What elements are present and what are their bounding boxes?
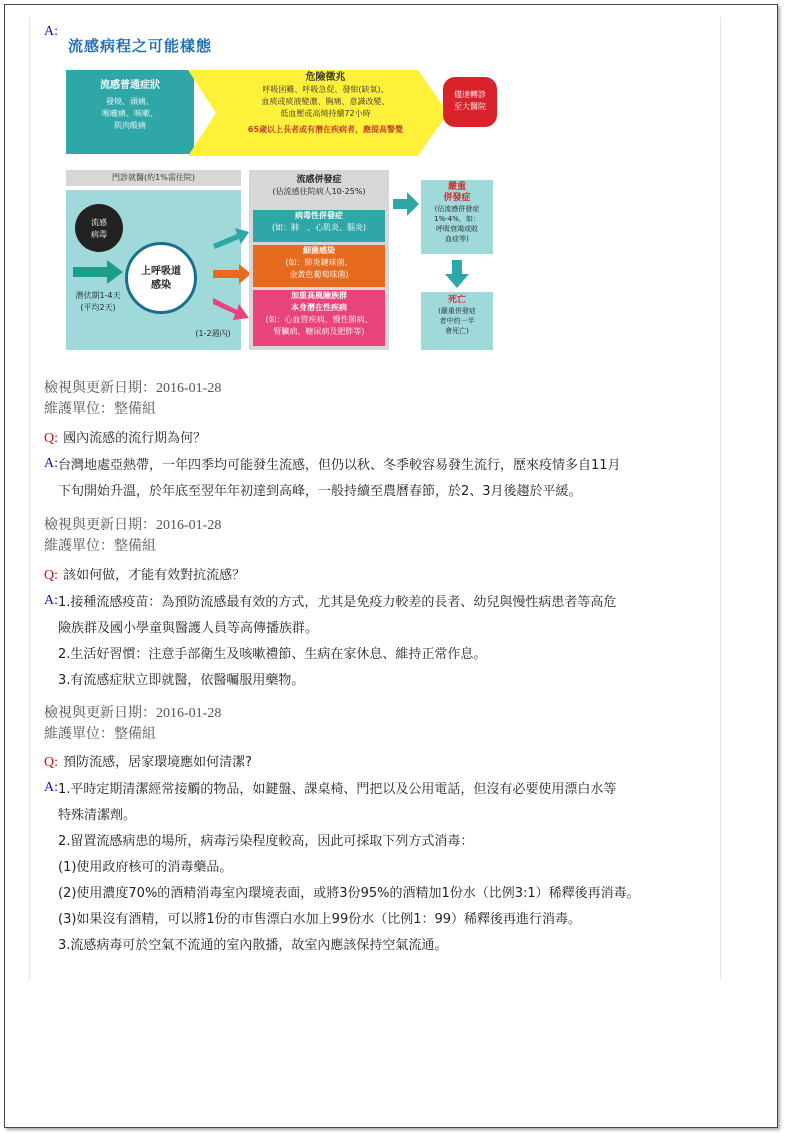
- virus-label: 病毒: [91, 230, 107, 239]
- answer-line: 台灣地處亞熱帶，一年四季均可能發生流感，但仍以秋、冬季較容易發生流行，歷來疫情多自11月: [58, 458, 621, 473]
- severe-line: 嚴重: [447, 182, 466, 192]
- danger-signs-box: [218, 72, 433, 152]
- answer-line: 2.生活好習慣：注意手部衛生及咳嗽禮節、生病在家休息、維持正常作息。: [58, 647, 487, 662]
- complication-title-line: 流感併發症: [296, 175, 342, 185]
- complication-title-line: (佔流感住院病人10-25%): [272, 187, 366, 196]
- death-box: [421, 292, 493, 350]
- maintenance-unit: 維護單位：整備組: [44, 539, 156, 554]
- answer-line: 3.流感病毒可於空氣不流通的室內散播，故室內應該保持空氣流通。: [58, 938, 448, 953]
- answer-line: (3)如果沒有酒精，可以將1份的市售漂白水加上99份水（比例1：99）稀釋後再進行消毒。: [58, 912, 582, 927]
- death-line: 死亡: [447, 295, 466, 305]
- answer-line: 1.接種流感疫苗：為預防流感最有效的方式，尤其是免疫力較差的長者、幼兒與慢性病患者等高危: [58, 595, 617, 610]
- question-text: 該如何做，才能有效對抗流感？: [63, 568, 246, 583]
- severe-line: 呼吸衰竭或敗: [436, 225, 478, 233]
- answer-1: [58, 453, 621, 505]
- question-1: [44, 427, 206, 447]
- answer-marker: A:: [44, 456, 58, 471]
- common-symptom-line: 發燒、頭痛、: [106, 97, 154, 106]
- maintenance-unit: 維護單位：整備組: [44, 402, 156, 417]
- high-risk-line: 加重高風險族群: [291, 291, 347, 300]
- high-risk-line: 腎臟病、糖尿病及肥胖等): [273, 327, 365, 336]
- question-marker: Q:: [44, 755, 58, 770]
- incubation-line: (平均2天): [80, 303, 116, 312]
- danger-line: 呼吸困難、呼吸急促、發紺(缺氧)、: [262, 85, 389, 94]
- danger-title: 危險徵兆: [305, 72, 346, 83]
- question-text: 預防流感，居家環境應如何清潔?: [63, 755, 252, 770]
- common-symptoms-box: [66, 70, 194, 154]
- complication-title: [251, 174, 387, 208]
- duration-label: (1-2週內): [195, 329, 231, 338]
- question-marker: Q:: [44, 431, 58, 446]
- severe-line: 併發症: [443, 193, 471, 203]
- viral-line: (如：肺 、心肌炎、腦炎): [271, 223, 367, 232]
- viral-complication-box: [253, 210, 385, 242]
- death-line: 會死亡): [445, 327, 469, 335]
- answer-marker: A:: [44, 780, 58, 795]
- update-date: 檢視與更新日期：2016-01-28: [44, 518, 222, 533]
- answer-2: [58, 590, 616, 694]
- uri-line: 感染: [151, 280, 171, 291]
- danger-line: 低血壓或高燒持續72小時: [280, 109, 371, 118]
- severe-line: (佔流感併發症: [434, 205, 480, 213]
- update-date: 檢視與更新日期：2016-01-28: [44, 706, 222, 721]
- common-symptom-line: 肌肉酸痛: [114, 121, 146, 130]
- common-symptoms-title: 流感普通症狀: [100, 80, 160, 91]
- death-line: (嚴重併發症: [438, 307, 476, 315]
- right-arrow-icon: [73, 260, 123, 284]
- answer-line: 2.留置流感病患的場所，病毒污染程度較高，因此可採取下列方式消毒：: [58, 834, 474, 849]
- answer-line: 1.平時定期清潔經常接觸的物品，如鍵盤、課桌椅、門把以及公用電話，但沒有必要使用漂白水等: [58, 782, 617, 797]
- virus-icon: [75, 204, 123, 252]
- infographic-title: 流感病程之可能樣態: [68, 37, 213, 55]
- severe-line: 1%-4%，如：: [434, 215, 480, 223]
- down-arrow-icon: [445, 260, 469, 288]
- virus-label: 流感: [91, 218, 107, 227]
- answer-line: 3.有流感症狀立即就醫，依醫囑服用藥物。: [58, 673, 305, 688]
- outpatient-title: 門診就醫(約1%需住院): [66, 170, 241, 186]
- answer-line: (1)使用政府核可的消毒藥品。: [58, 860, 233, 875]
- referral-bubble: [443, 77, 497, 127]
- uri-circle: [125, 242, 197, 314]
- question-2: [44, 564, 245, 584]
- bacterial-line: 金黃色葡萄球菌): [289, 270, 349, 279]
- high-risk-line: 本身潛在性疾病: [291, 303, 347, 312]
- referral-line: 至大醫院: [454, 102, 486, 111]
- high-risk-box: [253, 290, 385, 346]
- bacterial-line: (如：肺炎鏈球菌、: [285, 258, 353, 267]
- right-arrow-icon: [393, 192, 419, 216]
- severe-line: 血症等): [445, 235, 469, 243]
- answer-marker: A:: [44, 593, 58, 608]
- answer-3: [58, 777, 640, 959]
- bacterial-line: 細菌感染: [303, 246, 335, 255]
- uri-line: 上呼吸道: [141, 266, 181, 277]
- question-3: [44, 751, 252, 771]
- common-symptom-line: 喉嚨痛、咳嗽、: [102, 109, 158, 118]
- update-date: 檢視與更新日期：2016-01-28: [44, 381, 222, 396]
- incubation-line: 潛伏期1-4天: [75, 291, 121, 300]
- referral-line: 儘速轉診: [454, 90, 486, 99]
- severe-complication-box: [421, 180, 493, 254]
- danger-line: 血痰或痰液變濃、胸痛、意識改變、: [261, 97, 390, 106]
- bacterial-box: [253, 245, 385, 287]
- branch-arrows-icon: [213, 222, 253, 332]
- answer-line: 特殊清潔劑。: [58, 808, 137, 823]
- viral-line: 病毒性併發症: [295, 211, 343, 220]
- answer-line: 下旬開始升溫，於年底至翌年年初達到高峰，一般持續至農曆春節，於2、3月後趨於平緩。: [58, 484, 582, 499]
- question-marker: Q:: [44, 568, 58, 583]
- incubation-label: [63, 290, 133, 314]
- question-text: 國內流感的流行期為何？: [63, 431, 207, 446]
- answer-marker: A:: [44, 24, 58, 39]
- high-risk-line: (如：心血管疾病、慢性肺病、: [265, 315, 373, 324]
- flu-course-infographic: [63, 32, 495, 354]
- maintenance-unit: 維護單位：整備組: [44, 727, 156, 742]
- danger-note: 65歲以上長者或有潛在疾病者，應提高警覺: [247, 125, 404, 134]
- death-line: 者中約一半: [439, 317, 475, 325]
- answer-line: 險族群及國小學童與醫護人員等高傳播族群。: [58, 621, 319, 636]
- answer-line: (2)使用濃度70%的酒精消毒室內環境表面，或將3份95%的酒精加1份水（比例3:1）稀釋後再消毒。: [58, 886, 640, 901]
